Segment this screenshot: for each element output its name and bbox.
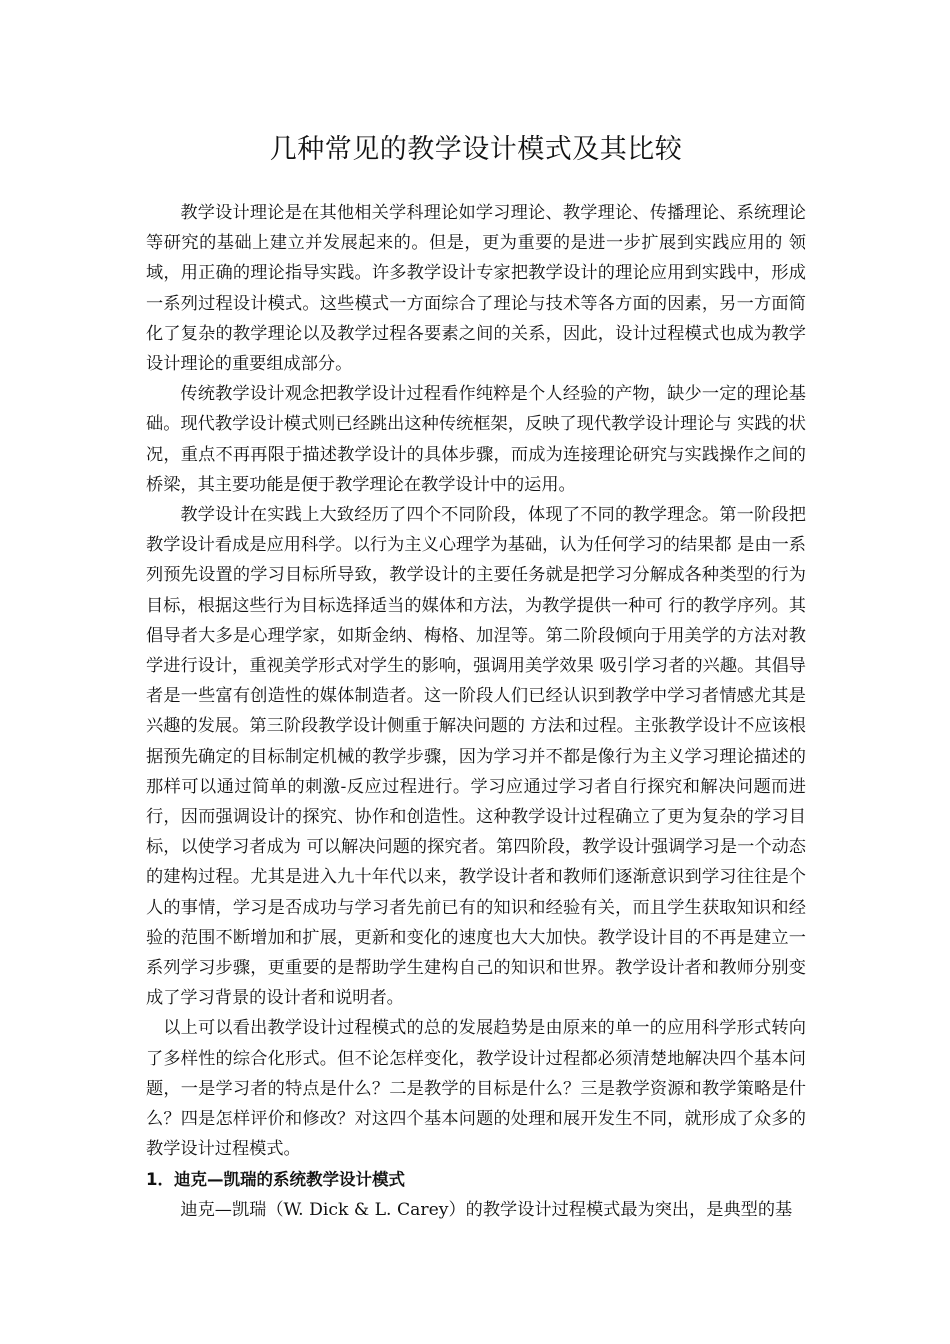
document-title: 几种常见的教学设计模式及其比较 (269, 134, 683, 165)
paragraph-dick-carey-intro: 迪克—凯瑞（W. Dick & L. Carey）的教学设计过程模式最为突出，是典型的基 (180, 1199, 793, 1220)
paragraph-intro: 教学设计理论是在其他相关学科理论如学习理论、教学理论、传播理论、系统理论等研究的基础上建立并发展起来的。但是，更为重要的是进一步扩展到实践应用的 领域，用正确的理论指导实践。许多教学设计专家把教学设计的理论应用到实践中，形成一系列过程设计模式。这些模式一方面综合了理论与技术等各方面的因素，另一方面简化了复杂的教学理论以及教学过程各要素之间的关系，因此，设计过程模式也成为教学设计理论的重要组成部分。 (146, 203, 806, 375)
paragraph-four-stages: 教学设计在实践上大致经历了四个不同阶段，体现了不同的教学理念。第一阶段把教学设计看成是应用科学。以行为主义心理学为基础，认为任何学习的结果都 是由一系列预先设置的学习目标所导致，教学设计的主要任务就是把学习分解成各种类型的行为目标，根据这些行为目标选择适当的媒体和方法，为教学提供一种可 行的教学序列。其倡导者大多是心理学家，如斯金纳、梅格、加涅等。第二阶段倾向于用美学的方法对教学进行设计，重视美学形式对学生的影响，强调用美学效果 吸引学习者的兴趣。其倡导者是一些富有创造性的媒体制造者。这一阶段人们已经认识到教学中学习者情感尤其是兴趣的发展。第三阶段教学设计侧重于解决问题的 方法和过程。主张教学设计不应该根据预先确定的目标制定机械的教学步骤，因为学习并不都是像行为主义学习理论描述的那样可以通过简单的刺激-反应过程进行。学习应通过学习者自行探究和解决问题而进行，因而强调设计的探究、协作和创造性。这种教学设计过程确立了更为复杂的学习目标，以使学习者成为 可以解决问题的探究者。第四阶段，教学设计强调学习是一个动态的建构过程。尤其是进入九十年代以来，教学设计者和教师们逐渐意识到学习往往是个人的事情，学习是否成功与学习者先前已有的知识和经验有关，而且学生获取知识和经验的范围不断增加和扩展，更新和变化的速度也大大加快。教学设计目的不再是建立一系列学习步骤，更重要的是帮助学生建构自己的知识和世界。教学设计者和教师分别变成了学习背景的设计者和说明者。 (146, 505, 806, 1009)
document-page (146, 128, 806, 1225)
paragraph-traditional-view: 传统教学设计观念把教学设计过程看作纯粹是个人经验的产物，缺少一定的理论基础。现代教学设计模式则已经跳出这种传统框架，反映了现代教学设计理论与 实践的状况，重点不再再限于描述教学设计的具体步骤，而成为连接理论研究与实践操作之间的桥梁，其主要功能是便于教学理论在教学设计中的运用。 (146, 384, 806, 495)
paragraph-trend-summary: 以上可以看出教学设计过程模式的总的发展趋势是由原来的单一的应用科学形式转向了多样性的综合化形式。但不论怎样变化，教学设计过程都必须清楚地解决四个基本问题，一是学习者的特点是什么？二是教学的目标是什么？三是教学资源和教学策略是什么？四是怎样评价和修改？对这四个基本问题的处理和展开发生不同，就形成了众多的教学设计过程模式。 (146, 1018, 806, 1160)
section-heading-dick-carey: 1．迪克—凯瑞的系统教学设计模式 (146, 1169, 405, 1189)
